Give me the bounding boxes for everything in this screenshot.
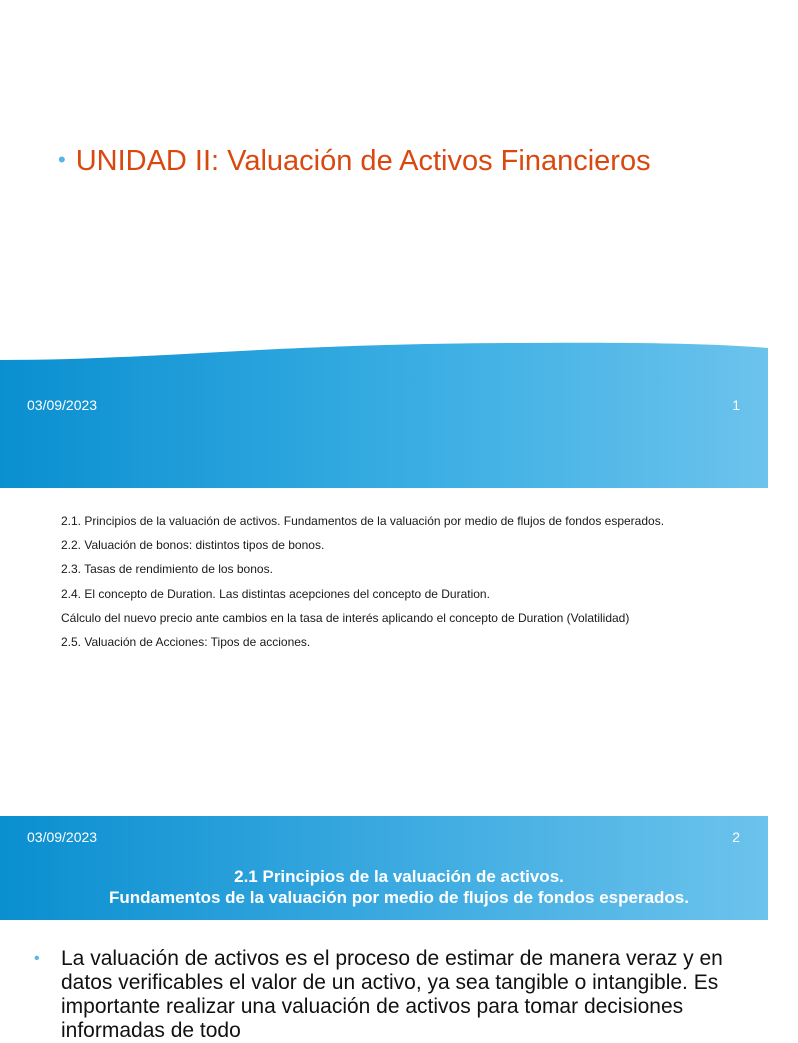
slide-3-body-text: La valuación de activos es el proceso de estimar de manera veraz y en datos verificables el valor de un activo, ya sea tangible o intangible. Es importante realizar una valuación de activos para tomar decisiones informadas de todo: [61, 947, 723, 1042]
toc-item: 2.4. El concepto de Duration. Las distintas acepciones del concepto de Duration.: [61, 586, 490, 601]
slide-1-footer-wave: [0, 340, 768, 488]
slide-3-header-band: [0, 816, 768, 920]
slide-3-title-line-1: 2.1 Principios de la valuación de activos.: [234, 867, 564, 886]
toc-item: 2.1. Principios de la valuación de activos. Fundamentos de la valuación por medio de flujos de fondos esperados.: [61, 514, 665, 528]
slide-3-title-line-2: Fundamentos de la valuación por medio de flujos de fondos esperados.: [109, 888, 689, 907]
slide-1-title: [58, 145, 651, 178]
toc-item: Cálculo del nuevo precio ante cambios en la tasa de interés aplicando el concepto de Duration (Volatilidad): [61, 610, 630, 625]
toc-item: 2.5. Valuación de Acciones: Tipos de acciones.: [61, 634, 311, 649]
toc-item: 2.3. Tasas de rendimiento de los bonos.: [61, 562, 273, 577]
table-of-contents: [61, 514, 664, 659]
bullet-icon: •: [34, 950, 40, 967]
slide-2: [0, 488, 768, 816]
bullet-icon: •: [58, 147, 66, 172]
slide-1-date: 03/09/2023: [27, 397, 98, 413]
slide-2-page-number: 2: [732, 829, 740, 845]
slide-1: [0, 0, 768, 488]
slide-3-body: [0, 920, 768, 1042]
slide-3-title: [0, 866, 798, 908]
toc-item: 2.2. Valuación de bonos: distintos tipos de bonos.: [61, 538, 325, 553]
slide-1-title-text: UNIDAD II: Valuación de Activos Financieros: [75, 145, 651, 177]
slide-1-page-number: 1: [732, 397, 740, 413]
slide-2-date: 03/09/2023: [27, 829, 98, 845]
